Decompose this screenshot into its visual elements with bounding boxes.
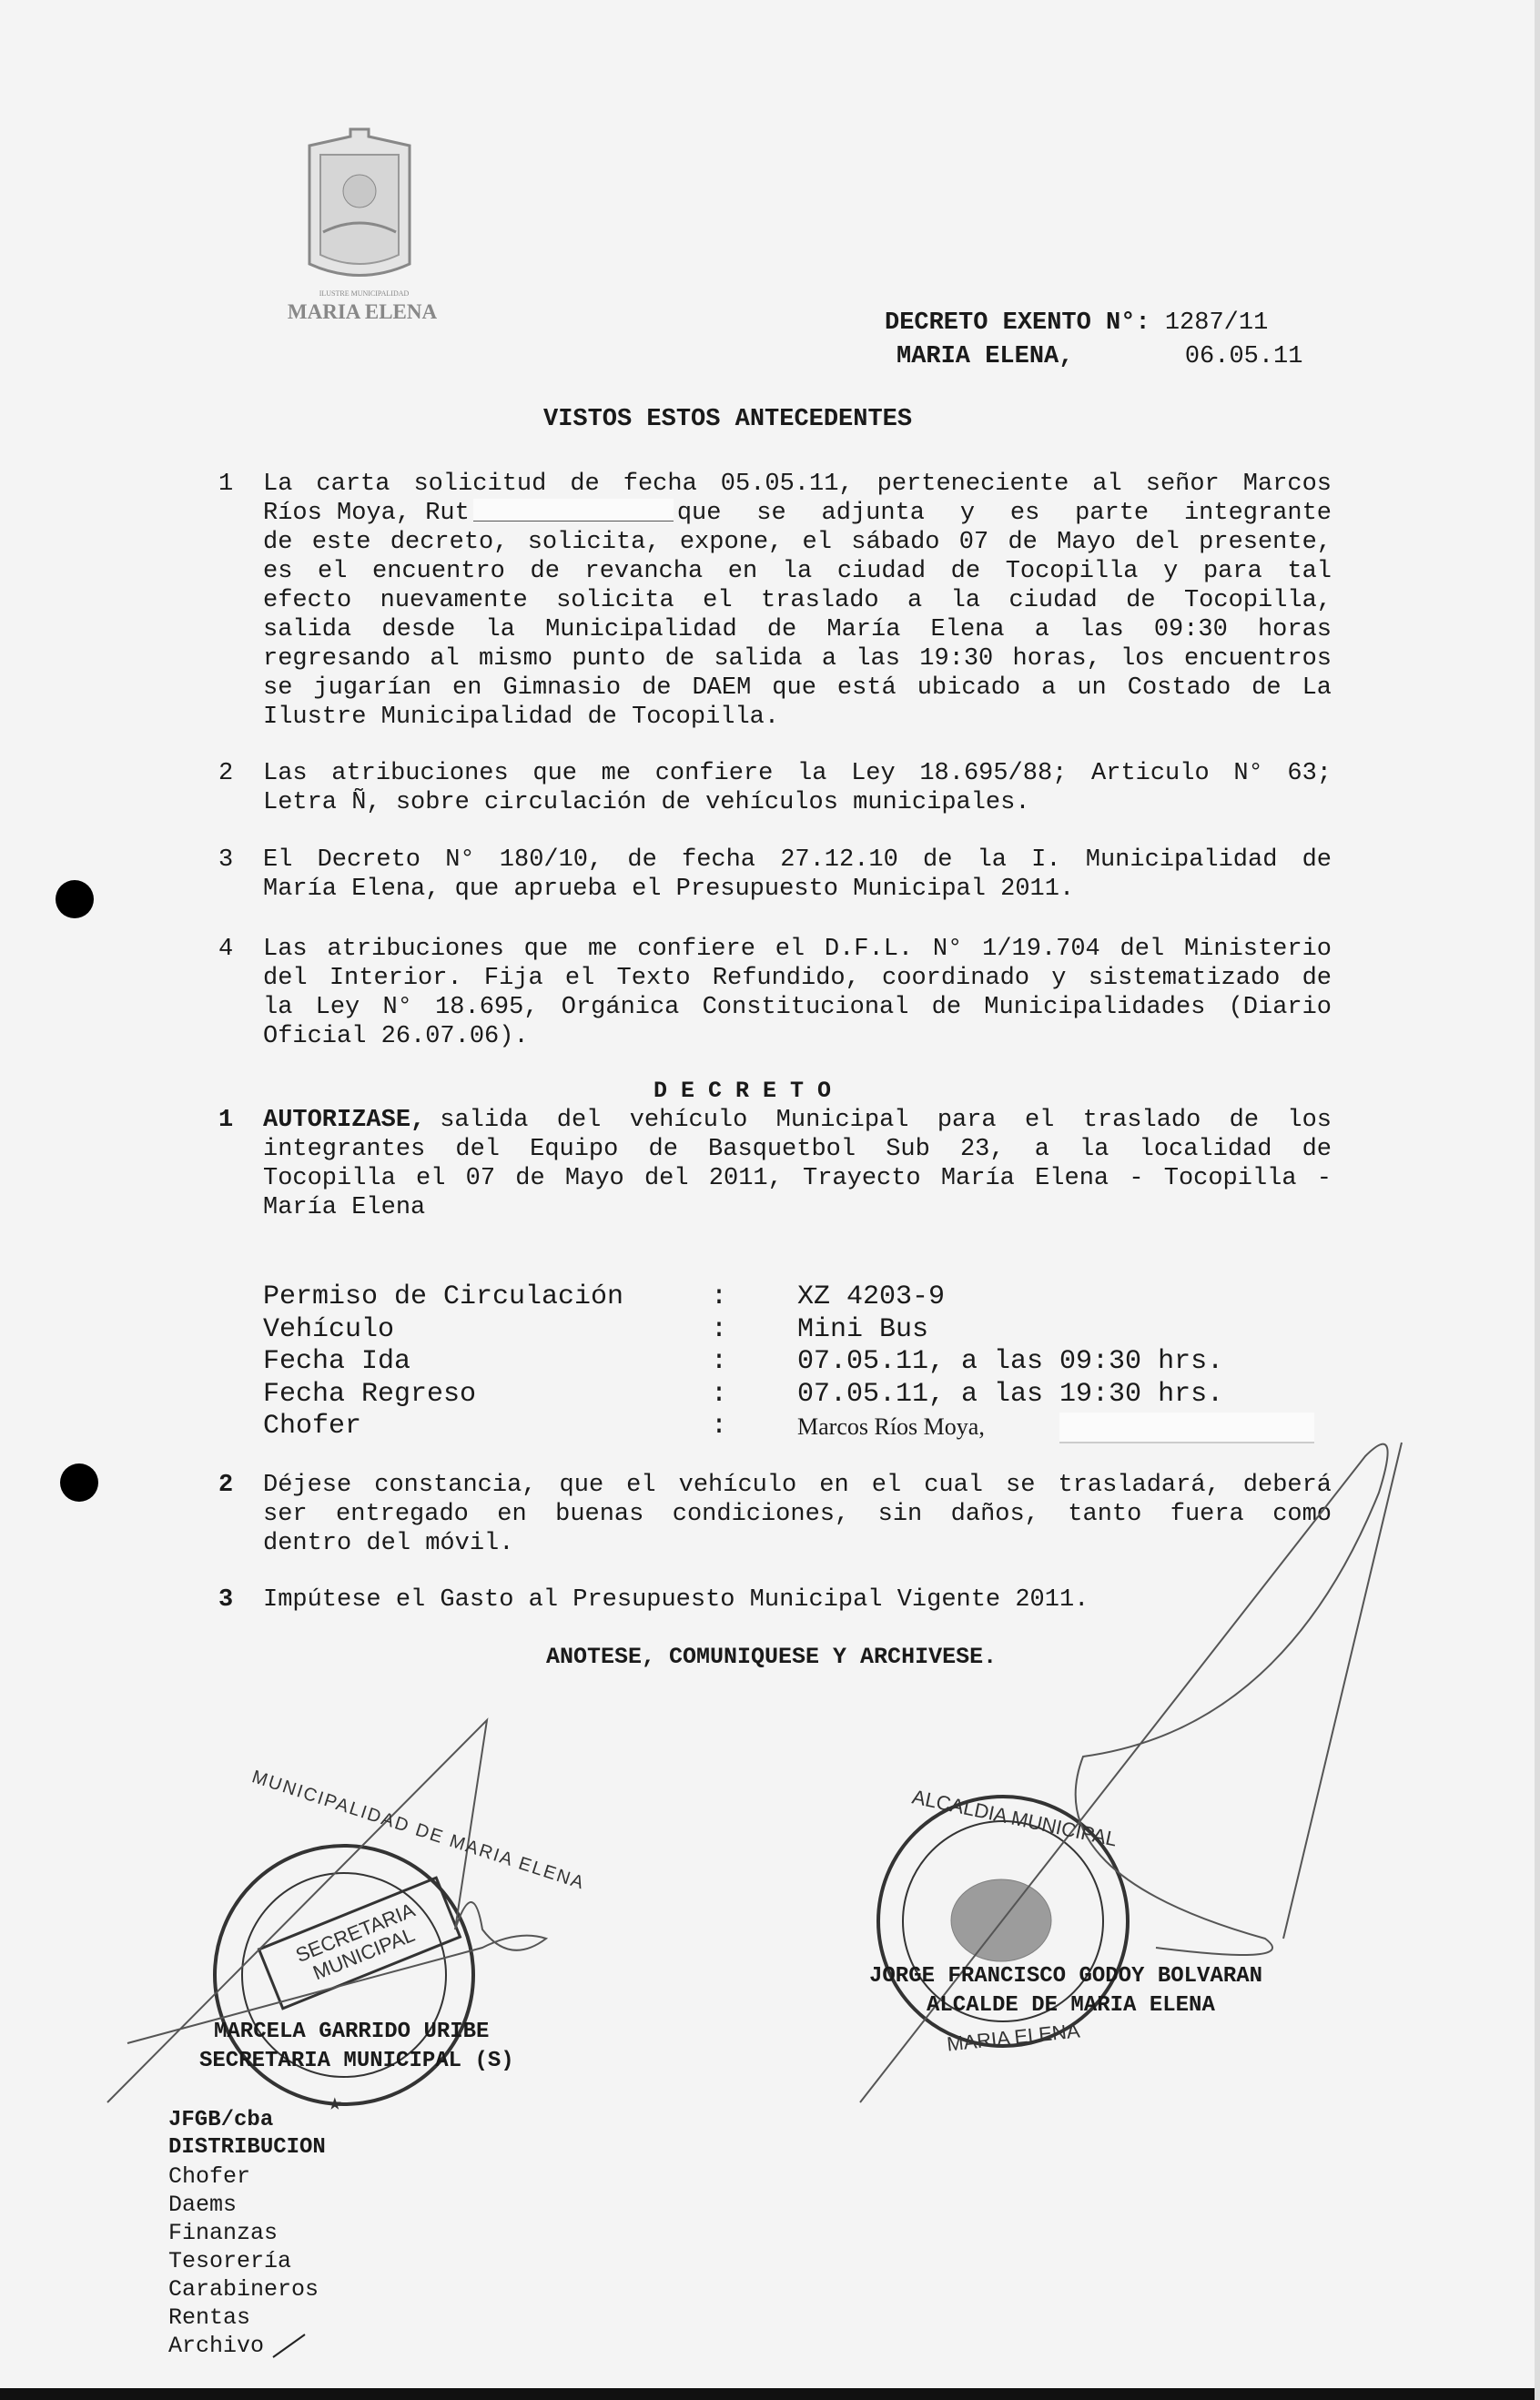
distribution-heading: DISTRIBUCION (168, 2135, 326, 2160)
star-icon: ★ (328, 2090, 342, 2117)
vistos-2-number: 2 (218, 760, 234, 787)
decreto-heading: D E C R E T O (653, 1078, 832, 1104)
coat-of-arms-icon (300, 127, 419, 287)
decreto-1-paragraph (263, 1106, 1332, 1222)
vistos-heading: VISTOS ESTOS ANTECEDENTES (543, 406, 913, 433)
text-line: es el encuentro de revancha en la ciudad de Tocopilla y para tal (263, 558, 1332, 585)
details-label: Fecha Regreso (263, 1378, 477, 1410)
authorize-lead: AUTORIZASE, (263, 1107, 426, 1134)
text-line: María Elena (263, 1194, 426, 1221)
alcaldia-stamp-bottom-text: MARIA ELENA (946, 2019, 1081, 2056)
distribution-item: Chofer (168, 2163, 251, 2190)
text-line: efecto nuevamente solicita el traslado a la ciudad de Tocopilla, (263, 587, 1332, 614)
text-line: María Elena, que aprueba el Presupuesto Municipal 2011. (263, 876, 1075, 903)
text-line: Tocopilla el 07 de Mayo del 2011, Trayecto María Elena - Tocopilla - (263, 1165, 1332, 1192)
text-line: la Ley N° 18.695, Orgánica Constitucional de Municipalidades (Diario (263, 994, 1332, 1021)
details-separator: : (711, 1378, 728, 1410)
distribution-item: Rentas (168, 2304, 251, 2331)
details-label: Permiso de Circulación (263, 1281, 624, 1312)
details-label: Chofer (263, 1411, 362, 1442)
mayor-name: JORGE FRANCISCO GODOY BOLVARAN (869, 1964, 1263, 1989)
details-separator: : (711, 1346, 728, 1377)
redacted-rut (1059, 1413, 1314, 1443)
distribution-item: Tesorería (168, 2248, 292, 2274)
text-line: ser entregado en buenas condiciones, sin daños, tanto fuera como (263, 1501, 1332, 1528)
alcaldia-stamp-top-text: ALCALDIA MUNICIPAL (910, 1785, 1120, 1851)
logo-name: MARIA ELENA (287, 300, 438, 323)
text-line: La carta solicitud de fecha 05.05.11, perteneciente al señor Marcos (263, 471, 1332, 498)
text-line: salida desde la Municipalidad de María Elena a las 09:30 horas (263, 616, 1332, 643)
distribution-item: Archivo (168, 2333, 265, 2359)
details-separator: : (711, 1281, 728, 1312)
redacted-rut (473, 499, 674, 522)
text-line: dentro del móvil. (263, 1530, 514, 1557)
vistos-1-paragraph (263, 470, 1332, 732)
text-fragment: salida del vehículo Municipal para el traslado de los (440, 1107, 1332, 1134)
details-value: Mini Bus (797, 1313, 929, 1345)
decreto-2-paragraph (263, 1471, 1332, 1558)
details-value: Marcos Ríos Moya, (797, 1413, 985, 1440)
closing-formula: ANOTESE, COMUNIQUESE Y ARCHIVESE. (546, 1644, 998, 1670)
vistos-4-number: 4 (218, 936, 234, 963)
vistos-3-number: 3 (218, 846, 234, 874)
decree-date: 06.05.11 (1184, 343, 1303, 370)
secretaria-stamp-text: SECRETARIA MUNICIPAL (292, 1898, 419, 1985)
logo-small-text: ILUSTRE MUNICIPALIDAD (319, 289, 410, 298)
rut-line (263, 499, 1332, 528)
punch-hole (56, 880, 94, 918)
text-line: Déjese constancia, que el vehículo en el cual se trasladará, deberá (263, 1472, 1332, 1499)
decree-number-line (885, 309, 1268, 337)
secretaria-stamp (215, 1846, 473, 2117)
decree-number: 1287/11 (1164, 309, 1269, 337)
first-line (263, 1106, 1332, 1135)
details-label: Vehículo (263, 1313, 395, 1345)
decreto-2-number: 2 (218, 1472, 234, 1499)
text-line: Ilustre Municipalidad de Tocopilla. (263, 704, 780, 731)
decree-label: DECRETO EXENTO N°: (885, 309, 1150, 337)
text-line: Oficial 26.07.06). (263, 1023, 529, 1050)
secretary-name: MARCELA GARRIDO URIBE (214, 2020, 490, 2044)
details-separator: : (711, 1313, 728, 1345)
decreto-3-number: 3 (218, 1586, 234, 1614)
text-line: integrantes del Equipo de Basquetbol Sub 23, a la localidad de (263, 1136, 1332, 1163)
municipal-logo (300, 127, 419, 287)
initials: JFGB/cba (168, 2108, 274, 2132)
distribution-item: Carabineros (168, 2276, 319, 2303)
secretary-title: SECRETARIA MUNICIPAL (S) (199, 2049, 514, 2073)
place: MARIA ELENA, (897, 343, 1074, 370)
place-date-line (897, 343, 1302, 370)
vistos-3-paragraph (263, 846, 1332, 904)
punch-hole (60, 1463, 98, 1502)
scan-edge (1535, 0, 1540, 2400)
decreto-1-number: 1 (218, 1107, 234, 1134)
text-line: Impútese el Gasto al Presupuesto Municipal Vigente 2011. (263, 1586, 1089, 1614)
details-value: 07.05.11, a las 19:30 hrs. (797, 1378, 1224, 1410)
details-value: XZ 4203-9 (797, 1281, 946, 1312)
distribution-item: Daems (168, 2192, 238, 2218)
details-value: 07.05.11, a las 09:30 hrs. (797, 1346, 1224, 1377)
vistos-2-paragraph (263, 759, 1332, 817)
text-line: de este decreto, solicita, expone, el sábado 07 de Mayo del presente, (263, 529, 1332, 556)
text-line: del Interior. Fija el Texto Refundido, coordinado y sistematizado de (263, 965, 1332, 992)
secretaria-stamp-ring-text: MUNICIPALIDAD DE MARIA ELENA (249, 1767, 588, 1894)
vistos-4-paragraph (263, 935, 1332, 1051)
text-line: Las atribuciones que me confiere la Ley 18.695/88; Articulo N° 63; (263, 760, 1332, 787)
text-line: regresando al mismo punto de salida a las 19:30 horas, los encuentros (263, 645, 1332, 673)
scan-edge (0, 2388, 1540, 2400)
vistos-1-number: 1 (218, 471, 234, 498)
text-fragment: que se adjunta y es parte integrante (676, 500, 1332, 527)
text-line: Letra Ñ, sobre circulación de vehículos municipales. (263, 789, 1030, 816)
details-separator: : (711, 1411, 728, 1442)
text-line: se jugarían en Gimnasio de DAEM que está ubicado a un Costado de La (263, 674, 1332, 702)
text-fragment: Ríos Moya, Rut (263, 500, 470, 527)
distribution-list (168, 2162, 319, 2360)
details-label: Fecha Ida (263, 1346, 411, 1377)
text-line: El Decreto N° 180/10, de fecha 27.12.10 de la I. Municipalidad de (263, 846, 1332, 874)
mayor-title: ALCALDE DE MARIA ELENA (927, 1993, 1215, 2018)
text-line: Las atribuciones que me confiere el D.F.L. N° 1/19.704 del Ministerio (263, 936, 1332, 963)
decreto-3-paragraph (263, 1585, 1332, 1615)
distribution-item: Finanzas (168, 2220, 279, 2246)
